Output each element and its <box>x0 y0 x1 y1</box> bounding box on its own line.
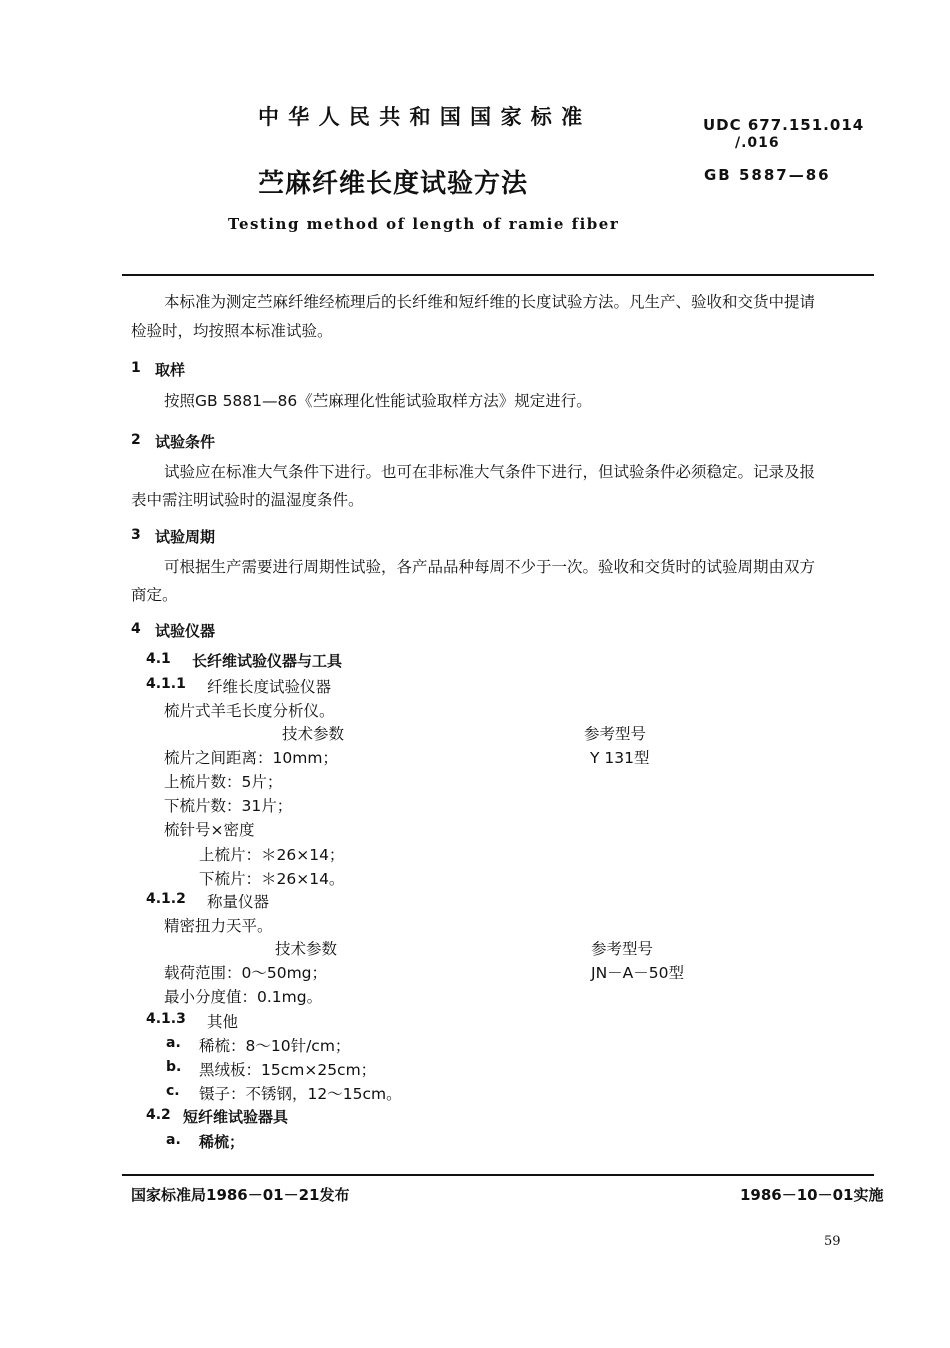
item-b-text: 黑绒板：15cm×25cm； <box>199 1061 377 1079</box>
item-4-2-a-text: 稀梳； <box>199 1133 245 1151</box>
section-4-1-3-title: 其他 <box>207 1013 239 1031</box>
udc-code: UDC 677.151.014 <box>703 116 865 134</box>
section-3-title: 试验周期 <box>155 528 216 546</box>
ref-model-label-1: 参考型号 <box>584 725 647 743</box>
section-4-2-number: 4.2 <box>146 1107 171 1123</box>
section-4-1-2-number: 4.1.2 <box>146 891 186 907</box>
section-2-line-1: 试验应在标准大气条件下进行。也可在非标准大气条件下进行，但试验条件必须稳定。记录及报 <box>164 463 816 481</box>
section-3-line-1: 可根据生产需要进行周期性试验，各产品品种每周不少于一次。验收和交货时的试验周期由双方 <box>164 558 816 576</box>
intro-line-1: 本标准为测定苎麻纤维经梳理后的长纤维和短纤维的长度试验方法。凡生产、验收和交货中提请 <box>164 293 816 311</box>
param-upper-comb-density: 上梳片：＊26×14； <box>199 846 345 864</box>
section-4-1-title: 长纤维试验仪器与工具 <box>192 652 343 670</box>
ref-model-2: JN－A－50型 <box>591 964 684 982</box>
section-4-1-number: 4.1 <box>146 651 171 667</box>
intro-line-2: 检验时，均按照本标准试验。 <box>131 322 333 340</box>
item-a-label: a. <box>166 1035 181 1051</box>
section-1-text: 按照GB 5881—86《苎麻理化性能试验取样方法》规定进行。 <box>164 392 592 410</box>
param-lower-comb-density: 下梳片：＊26×14。 <box>199 870 345 888</box>
section-1-number: 1 <box>131 360 141 376</box>
tech-params-label-1: 技术参数 <box>282 725 345 743</box>
param-upper-combs: 上梳片数：5片； <box>164 773 283 791</box>
header-divider <box>122 274 874 276</box>
standard-type: 中 华 人 民 共 和 国 国 家 标 准 <box>258 105 584 129</box>
param-needle-density: 梳针号×密度 <box>164 821 255 839</box>
length-analyzer-device: 梳片式羊毛长度分析仪。 <box>164 702 335 720</box>
section-4-1-2-title: 称量仪器 <box>207 893 270 911</box>
effective-date: 1986－10－01实施 <box>740 1186 884 1204</box>
section-3-number: 3 <box>131 527 141 543</box>
section-4-1-1-number: 4.1.1 <box>146 676 186 692</box>
param-comb-distance: 梳片之间距离：10mm； <box>164 749 338 767</box>
ref-model-1: Y 131型 <box>590 749 650 767</box>
section-4-number: 4 <box>131 621 141 637</box>
section-4-title: 试验仪器 <box>155 622 216 640</box>
gb-code: GB 5887—86 <box>704 166 831 184</box>
page-number: 59 <box>824 1234 841 1249</box>
item-c-text: 镊子：不锈钢，12～15cm。 <box>199 1085 402 1103</box>
param-lower-combs: 下梳片数：31片； <box>164 797 293 815</box>
torsion-balance-device: 精密扭力天平。 <box>164 917 273 935</box>
tech-params-label-2: 技术参数 <box>275 940 338 958</box>
section-3-line-2: 商定。 <box>131 586 178 604</box>
section-1-title: 取样 <box>155 361 186 379</box>
section-4-1-3-number: 4.1.3 <box>146 1011 186 1027</box>
section-4-1-1-title: 纤维长度试验仪器 <box>207 678 332 696</box>
document-title-english: Testing method of length of ramie fiber <box>228 215 620 233</box>
section-2-number: 2 <box>131 432 141 448</box>
section-2-line-2: 表中需注明试验时的温湿度条件。 <box>131 491 364 509</box>
item-4-2-a-label: a. <box>166 1132 181 1148</box>
footer-divider <box>122 1174 874 1176</box>
section-2-title: 试验条件 <box>155 433 216 451</box>
param-load-range: 载荷范围：0～50mg； <box>164 964 328 982</box>
section-4-2-title: 短纤维试验器具 <box>183 1108 289 1126</box>
param-min-division: 最小分度值：0.1mg。 <box>164 988 323 1006</box>
document-title: 苎麻纤维长度试验方法 <box>258 169 529 199</box>
udc-code-continued: /.016 <box>735 135 780 151</box>
ref-model-label-2: 参考型号 <box>591 940 654 958</box>
item-c-label: c. <box>166 1083 180 1099</box>
item-b-label: b. <box>166 1059 182 1075</box>
item-a-text: 稀梳：8～10针/cm； <box>199 1037 351 1055</box>
issue-date: 国家标准局1986－01－21发布 <box>131 1186 350 1204</box>
